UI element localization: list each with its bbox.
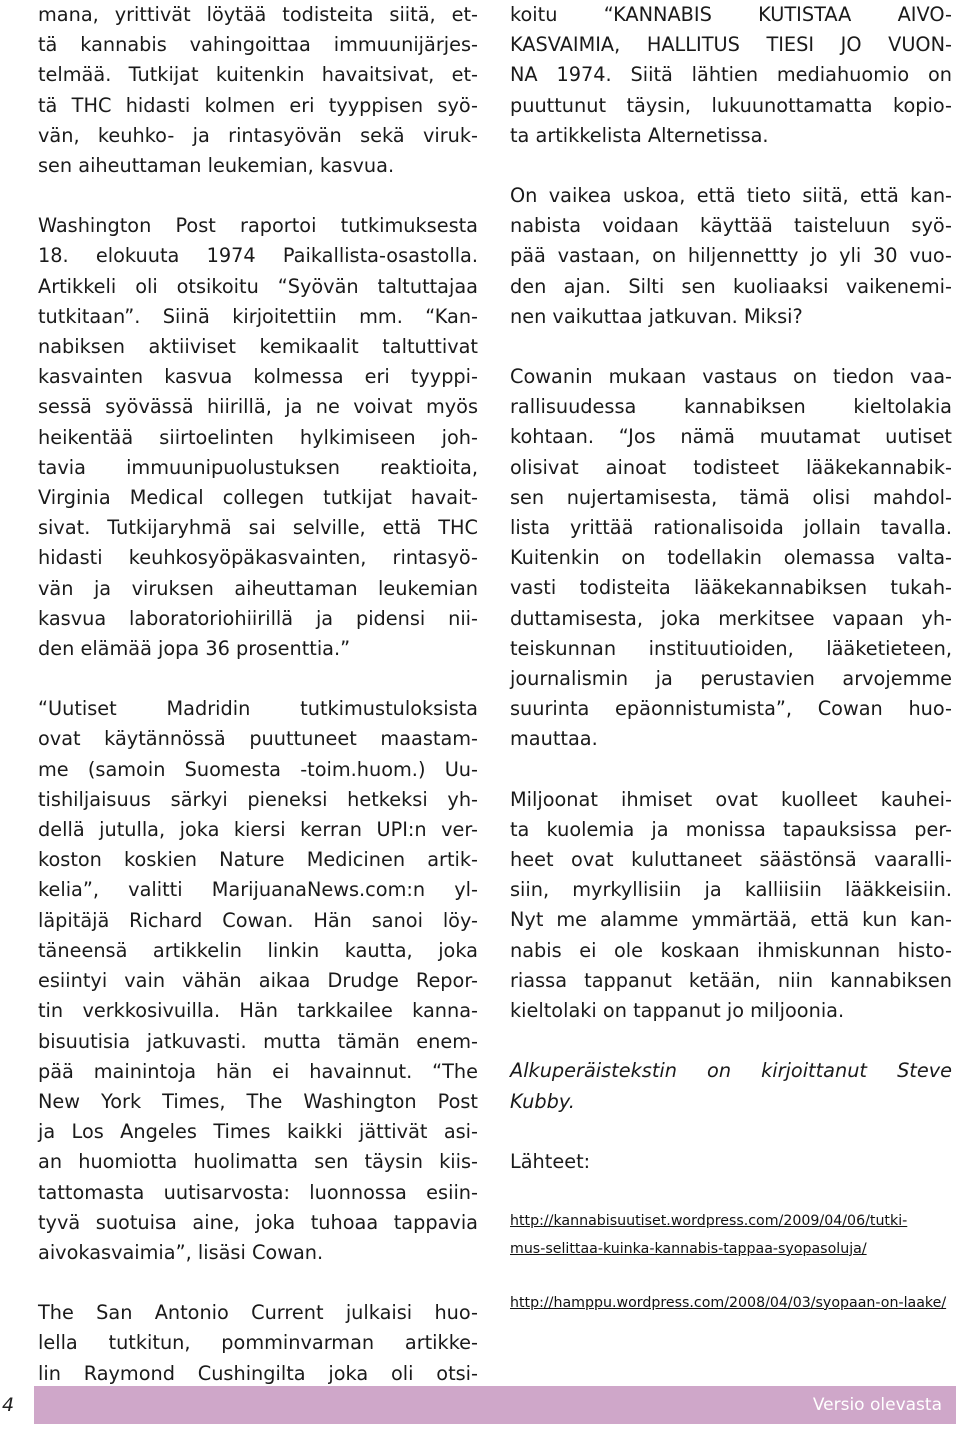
text-line: tattomasta uutisarvosta: luonnossa esiin- [38,1180,478,1204]
text-line: nabiksen aktiiviset kemikaalit taltuttivat [38,335,478,359]
text-line: mana, yrittivät löytää todisteita siitä, et- [38,3,478,26]
text-line: koitu “KANNABIS KUTISTAA AIVO- [510,3,952,26]
text-line: nabis ei ole koskaan ihmiskunnan histo- [510,938,952,962]
text-line: kohtaan. “Jos nämä muutamat uutiset [510,425,952,449]
paragraph [38,694,478,1268]
text-line: täneensä artikkelin linkin kautta, joka [38,938,478,962]
text-line: siin, myrkyllisiin ja kalliisiin lääkkeisiin. [510,878,952,902]
text-line: Alkuperäistekstin on kirjoittanut Steve [510,1059,952,1083]
footer-label: Versio olevasta [812,1395,942,1415]
sources-label [510,1147,952,1177]
text-line: läpitäjä Richard Cowan. Hän sanoi löy- [38,908,478,932]
text-line: suurinta epäonnistumista”, Cowan huo- [510,697,952,721]
text-line: NA 1974. Siitä lähtien mediahuomio on [510,63,952,87]
text-line: tin verkkosivuilla. Hän tarkkailee kanna- [38,999,478,1023]
text-line: ja Los Angeles Times kaikki jättivät asi- [38,1120,478,1144]
text-line: Miljoonat ihmiset ovat kuolleet kauhei- [510,787,952,811]
author-credit [510,1056,952,1116]
text-line: lista yrittää rationalisoida jollain tavalla. [510,516,952,540]
text-line: Kuitenkin on todellakin olemassa valta- [510,546,952,570]
text-line: heikentää siirtoelinten hylkimiseen joh- [38,425,478,449]
text-line: kasvua laboratoriohiirillä ja pidensi nii- [38,606,478,630]
text-line: KASVAIMIA, HALLITUS TIESI JO VUON- [510,33,952,57]
paragraph [510,785,952,1027]
text-line: Virginia Medical collegen tutkijat havait- [38,486,478,510]
text-line: Cowanin mukaan vastaus on tiedon vaa- [510,365,952,389]
text-line: koston koskien Nature Medicinen artik- [38,848,478,872]
text-line: Kubby. [510,1089,575,1113]
text-line: ovat käytännössä puuttuneet maastam- [38,727,478,751]
text-line: nen vaikuttaa jatkuvan. Miksi? [510,304,803,328]
text-line: vän ja viruksen aiheuttaman leukemian [38,576,478,600]
text-line: rallisuudessa kannabiksen kieltolakia [510,395,952,419]
text-line: The San Antonio Current julkaisi huo- [38,1301,478,1325]
text-line: mauttaa. [510,727,598,751]
paragraph [510,0,952,151]
text-line: Lähteet: [510,1149,591,1173]
text-line: sen aiheuttaman leukemian, kasvua. [38,154,395,178]
paragraph [510,181,952,332]
text-line: On vaikea uskoa, että tieto siitä, että kan- [510,184,952,208]
text-line: nabista voidaan käyttää taisteluun syö- [510,214,952,238]
text-line: ta artikkelista Alternetissa. [510,123,769,147]
text-line: duttamisesta, joka merkitsee vapaan yh- [510,606,952,630]
text-line: Artikkeli oli otsikoitu “Syövän taltuttajaa [38,274,478,298]
text-line: teiskunnan instituutioiden, lääketieteen, [510,636,952,660]
text-line: tavia immuunipuolustuksen reaktioita, [38,455,478,479]
text-line: 18. elokuuta 1974 Paikallista-osastolla. [38,244,478,268]
text-line: kelia”, valitti MarijuanaNews.com:n yl- [38,878,478,902]
text-line: aivokasvaimia”, lisäsi Cowan. [38,1240,324,1264]
page-number: 4 [2,1394,15,1416]
text-line: Washington Post raportoi tutkimuksesta [38,214,478,238]
text-line: journalismin ja perustavien arvojemme [510,667,952,691]
text-line: sivat. Tutkijaryhmä sai selville, että THC [38,516,478,540]
link-text-line[interactable]: http://kannabisuutiset.wordpress.com/2009/04/06/tutki- [510,1212,908,1229]
text-line: tä kannabis vahingoittaa immuunijärjes- [38,33,478,57]
text-line: tä THC hidasti kolmen eri tyyppisen syö- [38,93,478,117]
text-line: kasvainten kasvua kolmessa eri tyyppi- [38,365,478,389]
link-text-line[interactable]: mus-selittaa-kuinka-kannabis-tappaa-syopasoluja/ [510,1240,867,1257]
text-line: vän, keuhko- ja rintasyövän sekä viruk- [38,123,478,147]
paragraph [38,1298,478,1389]
text-line: hidasti keuhkosyöpäkasvainten, rintasyö- [38,546,478,570]
link-text-line[interactable]: http://hamppu.wordpress.com/2008/04/03/syopaan-on-laake/ [510,1294,947,1311]
text-line: den elämää jopa 36 prosenttia.” [38,637,351,661]
text-line: esiintyi vain vähän aikaa Drudge Repor- [38,969,478,993]
text-line: dellä jutulla, joka kiersi kerran UPI:n ver- [38,818,478,842]
text-line: Nyt me alamme ymmärtää, että kun kan- [510,908,952,932]
text-line: tishiljaisuus särkyi pieneksi hetkeksi yh- [38,787,478,811]
text-line: tyvä suotuisa aine, joka tuhoaa tappavia [38,1210,478,1234]
page-footer [0,1386,960,1424]
text-line: lella tutkitun, pomminvarman artikke- [38,1331,478,1355]
text-line: puuttunut täysin, lukuunottamatta kopio- [510,93,952,117]
text-line: ta kuolemia ja monissa tapauksissa per- [510,817,952,841]
source-link-2[interactable] [510,1289,952,1317]
text-line: telmää. Tutkijat kuitenkin havaitsivat, et- [38,63,478,87]
footer-band [34,1386,956,1424]
text-line: vasti todisteita lääkekannabiksen tukah- [510,576,952,600]
right-column [510,0,952,1317]
text-line: pää vastaan, on hiljennettty jo yli 30 vuo- [510,244,952,268]
text-line: heet ovat kuluttaneet säästönsä vaaralli- [510,848,952,872]
text-line: bisuutisia jatkuvasti. mutta tämän enem- [38,1029,478,1053]
text-line: olisivat ainoat todisteet lääkekannabik- [510,455,952,479]
paragraph [38,211,478,664]
text-line: lin Raymond Cushingilta joka oli otsi- [38,1361,478,1385]
source-link-1[interactable] [510,1207,952,1263]
text-line: kieltolaki on tappanut jo miljoonia. [510,999,845,1023]
left-column [38,0,478,1389]
paragraph [510,362,952,755]
text-line: riassa tappanut ketään, niin kannabiksen [510,968,952,992]
text-line: tutkitaan”. Siinä kirjoitettiin mm. “Kan- [38,304,478,328]
text-line: me (samoin Suomesta -toim.huom.) Uu- [38,757,478,781]
text-line: den ajan. Silti sen kuoliaaksi vaikenemi- [510,274,952,298]
text-line: “Uutiset Madridin tutkimustuloksista [38,697,478,721]
text-line: sessä syövässä hiirillä, ja ne voivat myös [38,395,478,419]
text-line: New York Times, The Washington Post [38,1089,478,1113]
text-line: pää mainintoja hän ei havainnut. “The [38,1059,478,1083]
text-line: sen nujertamisesta, tämä olisi mahdol- [510,485,952,509]
text-line: an huomiotta huolimatta sen täysin kiis- [38,1150,478,1174]
paragraph [38,0,478,181]
